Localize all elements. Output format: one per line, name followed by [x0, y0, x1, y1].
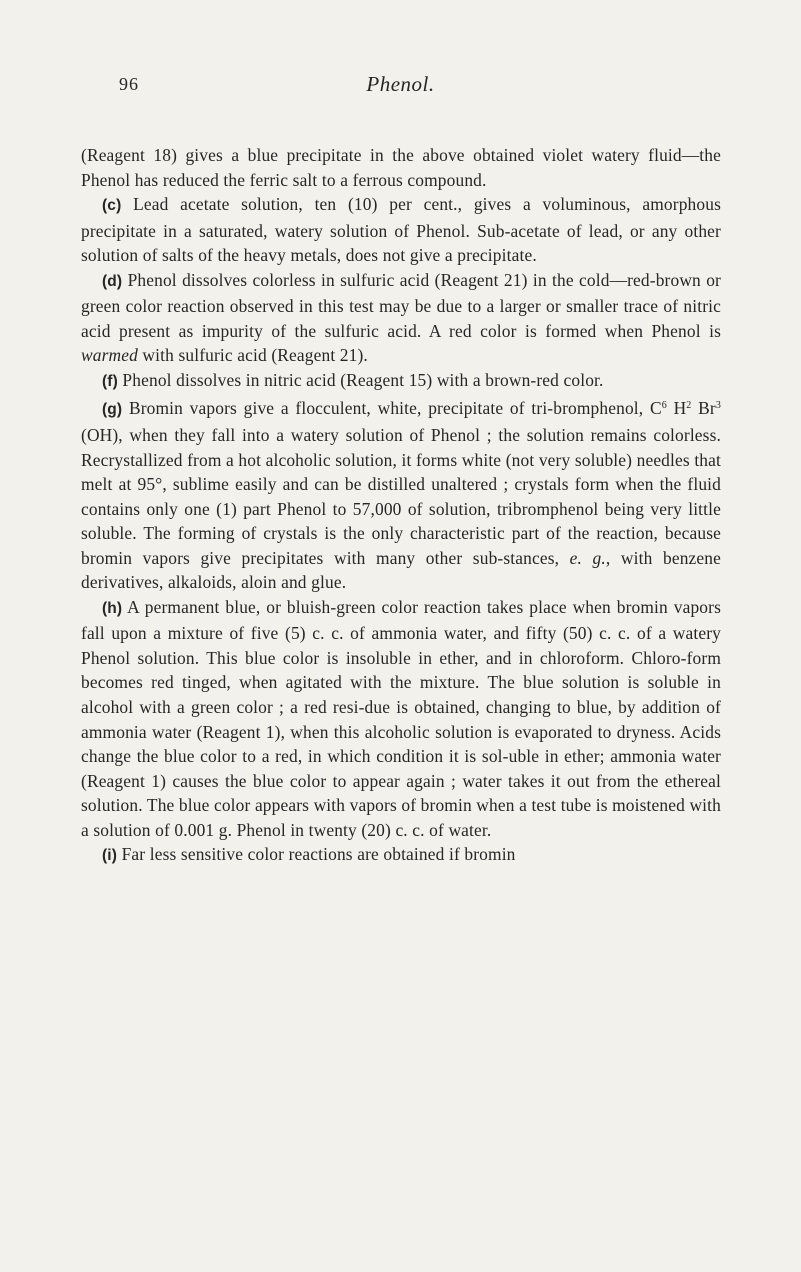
body-text — [81, 143, 721, 869]
paragraph-g: (g) Bromin vapors give a flocculent, white, precipitate of tri-bromphenol, $C^6$ $H^2$ Br$^3$ (OH), when they fall into a watery solution of Phenol ; the solution remains colorless. Recrystallized from a hot alcoholic solution, it forms white (not very soluble) needles that melt at 95°, sublime easily and can be distilled unaltered ; crystals form when the fluid contains only one (1) part Phenol to 57,000 of solution, tribromphenol being very little soluble. The forming of crystals is the only characteristic part of the reaction, because bromin vapors give precipitates with many other sub-stances, e. g., with benzene derivatives, alkaloids, aloin and glue. — [81, 398, 721, 593]
paragraph-f: (f) Phenol dissolves in nitric acid (Reagent 15) with a brown-red color. — [102, 369, 604, 390]
item-label-f: (f) — [102, 372, 118, 390]
paragraph-i: (i) Far less sensitive color reactions are obtained if bromin — [102, 844, 516, 865]
formula-superscript: 6 — [661, 400, 667, 412]
item-label-d: (d) — [102, 272, 123, 290]
item-label-g: (g) — [102, 401, 123, 419]
running-title: Phenol. — [366, 72, 435, 96]
page-header — [0, 74, 801, 98]
paragraph-continued: (Reagent 18) gives a blue precipitate in the above obtained violet watery fluid—the Phenol has reduced the ferric salt to a ferrous compound. — [81, 145, 721, 190]
formula-superscript: 2 — [686, 400, 692, 412]
formula-superscript: 3 — [715, 400, 721, 412]
item-label-c: (c) — [102, 197, 122, 215]
paragraph-h: (h) A permanent blue, or bluish-green color reaction takes place when bromin vapors fall upon a mixture of five (5) c. c. of ammonia water, and fifty (50) c. c. of a watery Phenol solution. This blue color is insoluble in ether, and in chloroform. Chloro-form becomes red tinged, when agitated with the mixture. The blue solution is soluble in alcohol with a green color ; a red resi-due is obtained, changing to blue, by addition of ammonia water (Reagent 1), when this alcoholic solution is evaporated to dryness. Acids change the blue color to a red, in which condition it is sol-uble in ether; ammonia water (Reagent 1) causes the blue color to appear again ; water takes it out from the ethereal solution. The blue color appears with vapors of bromin when a test tube is moistened with a solution of 0.001 g. Phenol in twenty (20) c. c. of water. — [81, 596, 721, 840]
item-label-i: (i) — [102, 847, 118, 865]
emphasis-eg: e. g. — [569, 547, 606, 568]
paragraph-c: (c) Lead acetate solution, ten (10) per cent., gives a voluminous, amorphous precipitate in a saturated, watery solution of Phenol. Sub-acetate of lead, or any other solution of salts of the heavy metals, does not give a precipitate. — [81, 194, 721, 266]
page-number: 96 — [119, 74, 139, 94]
item-label-h: (h) — [102, 599, 123, 617]
paragraph-d: (d) Phenol dissolves colorless in sulfuric acid (Reagent 21) in the cold—red-brown or green color reaction observed in this test may be due to a larger or smaller trace of nitric acid present as impurity of the sulfuric acid. A red color is formed when Phenol is warmed with sulfuric acid (Reagent 21). — [81, 269, 721, 366]
emphasis-warmed: warmed — [81, 345, 138, 366]
